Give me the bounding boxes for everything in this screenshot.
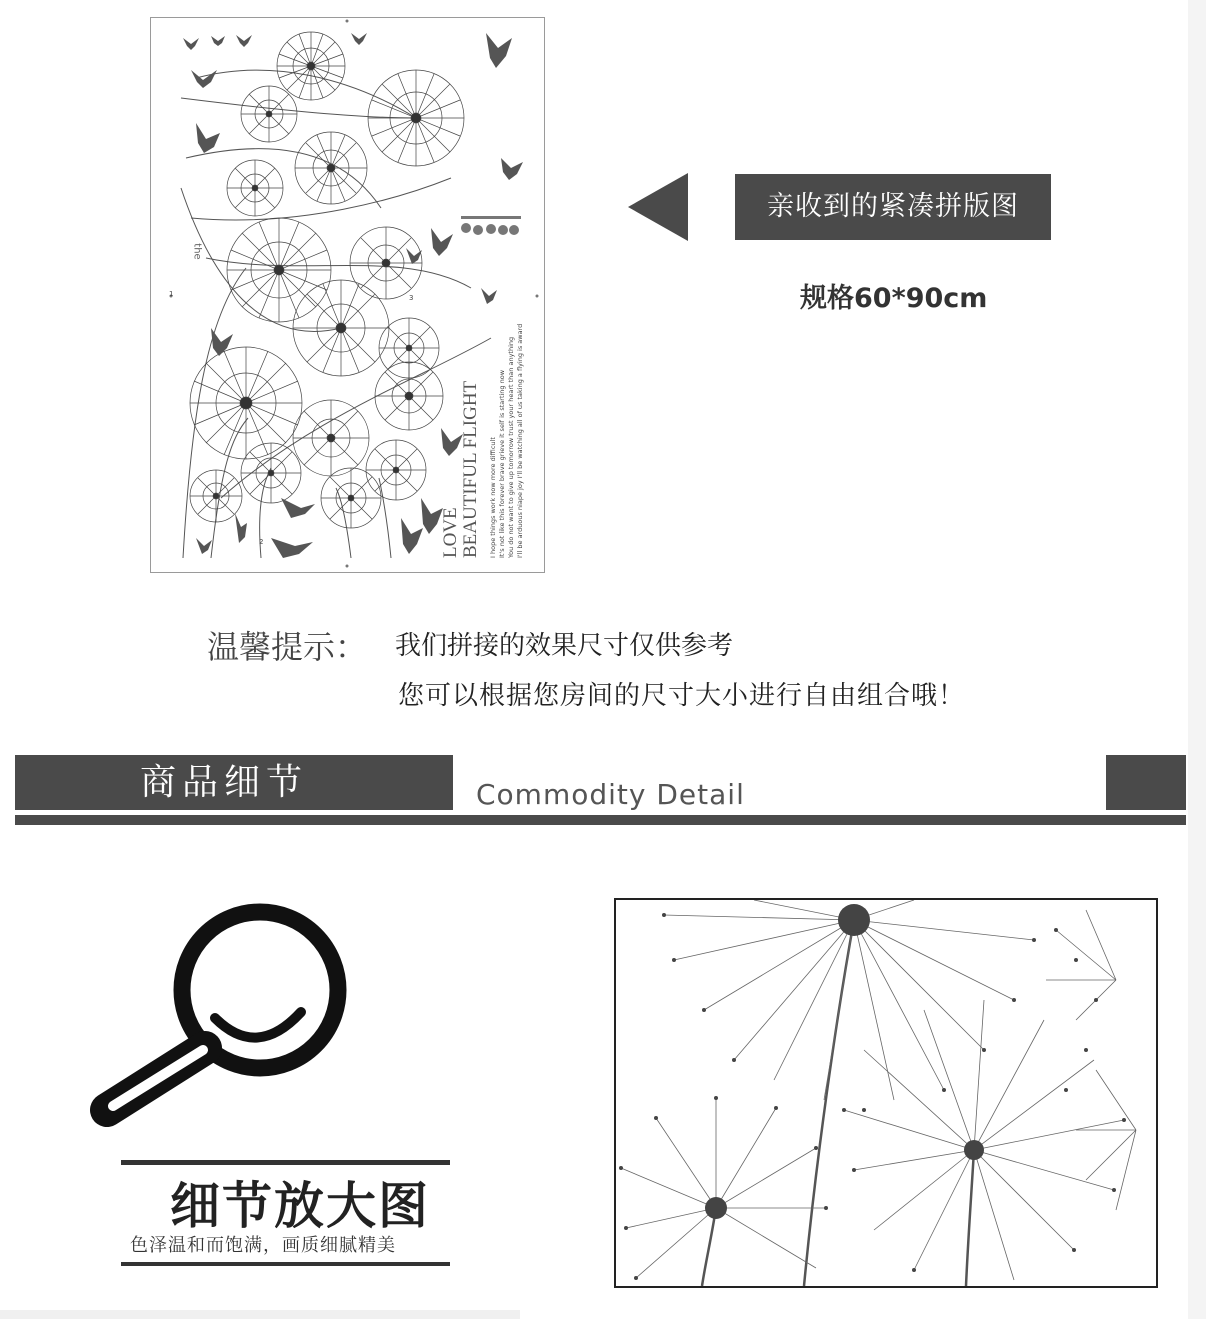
arrow-left-icon (628, 173, 688, 241)
zoom-rule-top (121, 1160, 450, 1165)
poem-title-flight: BEAUTIFUL FLIGHT (460, 380, 481, 558)
bottom-edge-strip (0, 1310, 520, 1319)
sticker-layout-preview (150, 17, 545, 573)
poem-title-love: LOVE (440, 507, 461, 558)
section-banner-cn: 商品细节 (15, 755, 453, 810)
zoom-title: 细节放大图 (170, 1177, 430, 1235)
zoom-subtitle: 色泽温和而饱满，画质细腻精美 (130, 1235, 396, 1256)
sticker-number-1: 1 (169, 290, 174, 298)
sticker-number-3: 3 (409, 294, 414, 302)
poem-line: I hope things work now more difficult (489, 437, 497, 558)
tip-title: 温馨提示： (207, 628, 368, 666)
poem-block (441, 308, 541, 558)
tip-line-2: 您可以根据您房间的尺寸大小进行自由组合哦！ (398, 681, 966, 711)
poem-line: You do not want to give up tomorrow trust your heart than anything (507, 336, 515, 558)
tip-line-1: 我们拼接的效果尺寸仅供参考 (395, 631, 734, 661)
banner-right-block (1106, 755, 1186, 810)
banner-underline (15, 815, 1186, 825)
right-edge-strip (1188, 0, 1206, 1319)
poem-line: It's not like this forever brave grieve it self is starting now (498, 369, 506, 558)
layout-label: 亲收到的紧凑拼版图 (735, 174, 1051, 240)
section-banner-en: Commodity Detail (476, 778, 745, 811)
sticker-number-2: 2 (259, 538, 264, 546)
dandelion-detail-image (614, 898, 1158, 1288)
spec-text: 规格60*90cm (800, 283, 988, 314)
poem-line: I'll be arduous niape joy I'll be watching all of us taking a flying is award (516, 323, 524, 558)
word-the: the (191, 243, 203, 260)
zoom-rule-bottom (121, 1262, 450, 1266)
magnifier-icon (85, 900, 355, 1144)
